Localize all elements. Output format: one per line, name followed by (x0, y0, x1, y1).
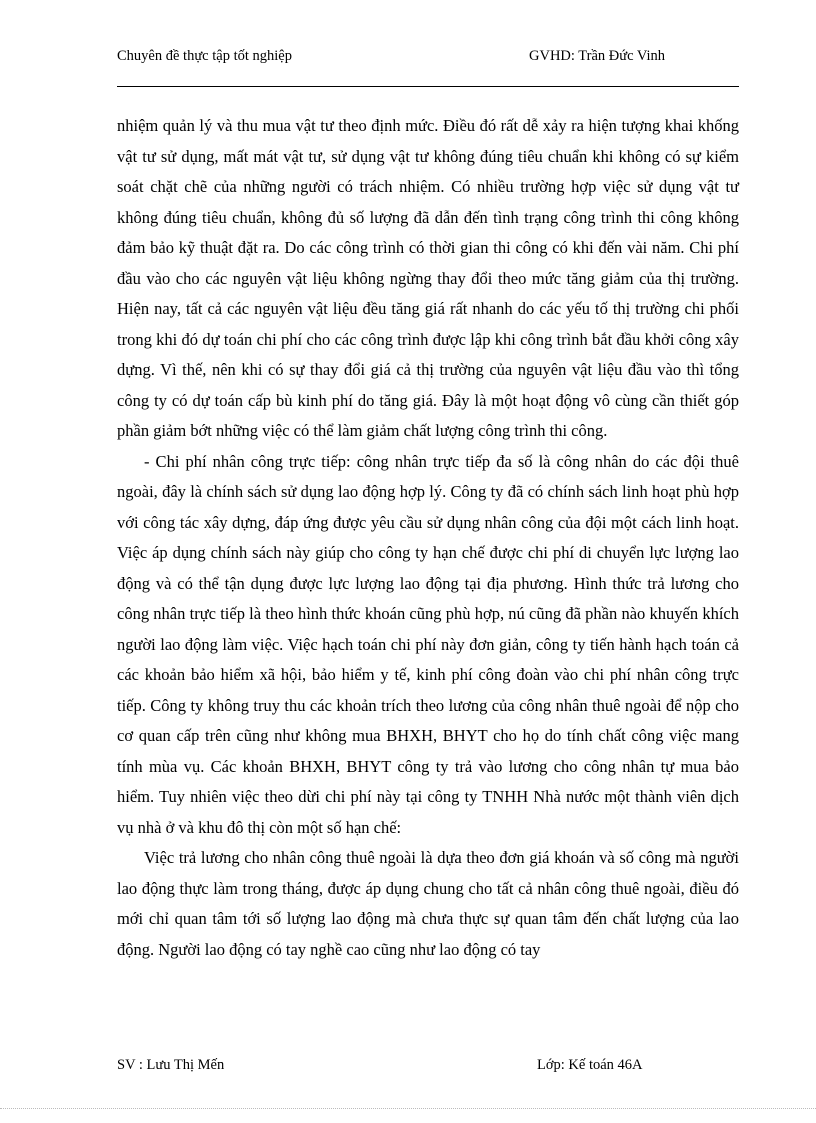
footer-divider (0, 1108, 816, 1109)
body-paragraph-2: - Chi phí nhân công trực tiếp: công nhân trực tiếp đa số là công nhân do các đội thuê ngoài, đây là chính sách sử dụng lao động hợp lý. Công ty đã có chính sách linh hoạt phù hợp với công tác xây dựng, đáp ứng được yêu cầu sử dụng nhân công của đội một cách linh hoạt. Việc áp dụng chính sách này giúp cho công ty hạn chế được chi phí di chuyển lực lượng lao động và có thể tận dụng được lực lượng lao động tại địa phương. Hình thức trả lương cho công nhân trực tiếp là theo hình thức khoán cũng phù hợp, nú cũng đã phần nào khuyến khích người lao động làm việc. Việc hạch toán chi phí này đơn giản, công ty tiến hành hạch toán cả các khoản bảo hiểm xã hội, bảo hiểm y tế, kinh phí công đoàn vào chi phí nhân công trực tiếp. Công ty không truy thu các khoản trích theo lương của công nhân thuê ngoài để nộp cho cơ quan cấp trên cũng như không mua BHXH, BHYT cho họ do tính chất công việc mang tính mùa vụ. Các khoản BHXH, BHYT công ty trả vào lương cho công nhân tự mua bảo hiểm. Tuy nhiên việc theo dừi chi phí này tại công ty TNHH Nhà nước một thành viên dịch vụ nhà ở và khu đô thị còn một số hạn chế: (117, 451, 739, 837)
body-paragraph-1: nhiệm quản lý và thu mua vật tư theo định mức. Điều đó rất dễ xảy ra hiện tượng khai khống vật tư sử dụng, mất mát vật tư, sử dụng vật tư không đúng tiêu chuẩn khi không có sự kiểm soát chặt chẽ của những người có trách nhiệm. Có nhiều trường hợp việc sử dụng vật tư không đúng tiêu chuẩn, không đủ số lượng đã dẫn đến tình trạng công trình thi công không đảm bảo kỹ thuật đặt ra. Do các công trình có thời gian thi công có khi đến vài năm. Chi phí đầu vào cho các nguyên vật liệu không ngừng thay đổi theo mức tăng giảm của thị trường. Hiện nay, tất cả các nguyên vật liệu đều tăng giá rất nhanh do các yếu tố thị trường chi phối trong khi đó dự toán chi phí cho các công trình được lập khi công trình bắt đầu khởi công xây dựng. Vì thế, nên khi có sự thay đổi giá cả thị trường của nguyên vật liệu đầu vào thì tổng công ty có dự toán cấp bù kinh phí do tăng giá. Đây là một hoạt động vô cùng cần thiết góp phần giảm bớt những việc có thể làm giảm chất lượng công trình thi công. (117, 116, 739, 440)
document-body (117, 111, 739, 965)
header-divider (117, 86, 739, 87)
footer-student: SV : Lưu Thị Mến (117, 1057, 225, 1073)
page-footer (117, 1057, 739, 1079)
body-paragraph-3: Việc trả lương cho nhân công thuê ngoài là dựa theo đơn giá khoán và số công mà người lao động thực làm trong tháng, được áp dụng chung cho tất cả nhân công thuê ngoài, điều đó mới chỉ quan tâm tới số lượng lao động mà chưa thực sự quan tâm đến chất lượng của lao động. Người lao động có tay nghề cao cũng như lao động có tay (117, 848, 739, 959)
header-supervisor: GVHD: Trần Đức Vinh (529, 48, 666, 64)
header-document-title: Chuyên đề thực tập tốt nghiệp (117, 48, 292, 64)
footer-class: Lớp: Kế toán 46A (537, 1057, 643, 1073)
page-header (117, 48, 739, 70)
